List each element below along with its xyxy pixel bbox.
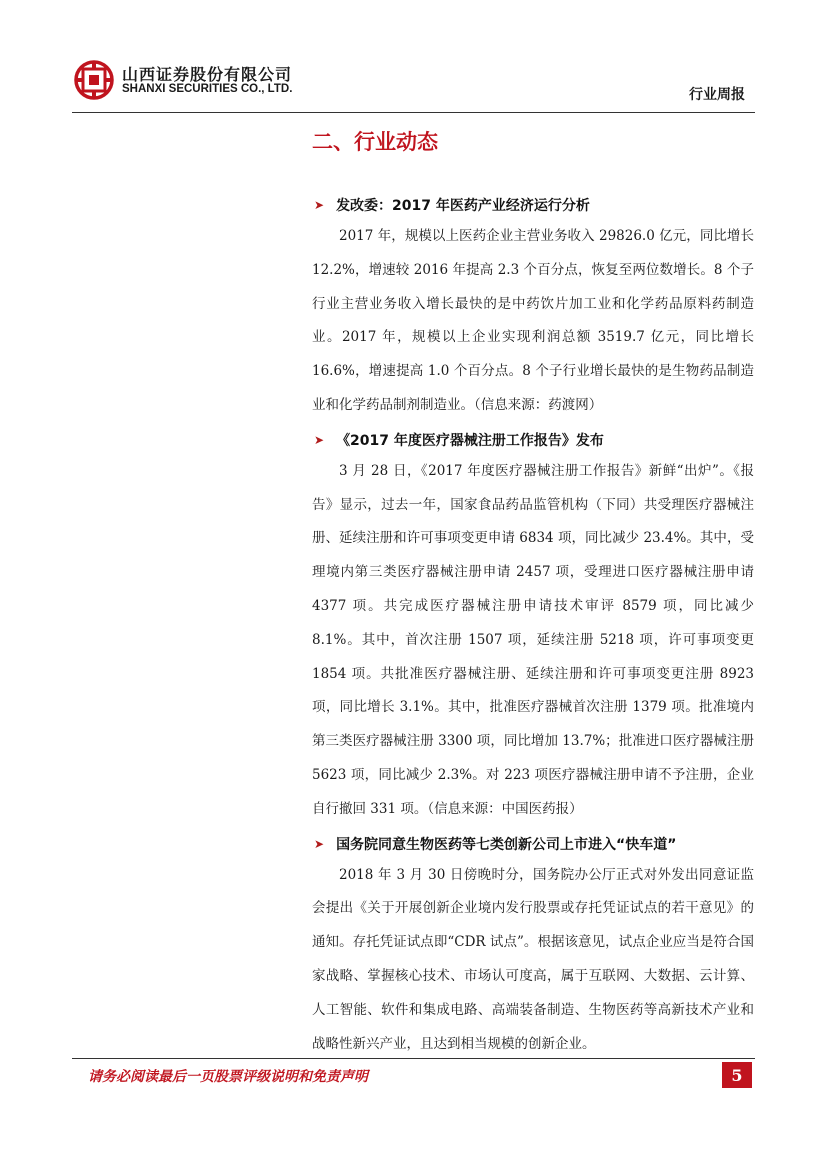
arrow-bullet-icon: ➤ bbox=[314, 432, 325, 447]
news-heading bbox=[312, 425, 754, 455]
news-heading bbox=[312, 190, 754, 220]
news-heading-text: 《2017 年度医疗器械注册工作报告》发布 bbox=[336, 432, 604, 449]
arrow-bullet-icon: ➤ bbox=[314, 198, 325, 212]
company-name-en: SHANXI SECURITIES CO., LTD. bbox=[122, 83, 293, 95]
news-body: 2017 年，规模以上医药企业主营业务收入 29826.0 亿元，同比增长 12.2%，增速较 2016 年提高 2.3 个百分点，恢复至两位数增长。8 个子行业主营业务收入增长最快的是中药饮片加工业和化学药品原料药制造业。2017 年，规模以上企业实现利润总额 3519.7 亿元，同比增长 16.6%，增速提高 1.0 个百分点。8 个子行业增长最快的是生物药品制造业和化学药品制剂制造业。（信息来源：药渡网） bbox=[312, 228, 754, 413]
news-body: 2018 年 3 月 30 日傍晚时分，国务院办公厅正式对外发出同意证监会提出《关于开展创新企业境内发行股票或存托凭证试点的若干意见》的通知。存托凭证试点即“CDR 试点”。根据该意见，试点企业应当是符合国家战略、掌握核心技术、市场认可度高，属于互联网、大数据、云计算、人工智能、软件和集成电路、高端装备制造、生物医药等高新技术产业和战略性新兴产业，且达到相当规模的创新企业。 bbox=[312, 866, 754, 1052]
section-title: 二、行业动态 bbox=[312, 130, 438, 154]
page-number: 5 bbox=[722, 1062, 752, 1088]
company-name-cn: 山西证券股份有限公司 bbox=[122, 65, 293, 84]
footer-divider bbox=[72, 1058, 755, 1059]
news-heading bbox=[312, 829, 754, 859]
shanxi-securities-logo-icon bbox=[74, 60, 114, 100]
news-heading-text: 发改委：2017 年医药产业经济运行分析 bbox=[336, 198, 590, 214]
news-content bbox=[312, 190, 754, 1061]
news-heading-text: 国务院同意生物医药等七类创新公司上市进入“快车道” bbox=[336, 836, 677, 853]
report-type-label: 行业周报 bbox=[689, 87, 745, 103]
news-body: 3 月 28 日，《2017 年度医疗器械注册工作报告》新鲜“出炉”。《报告》显示，过去一年，国家食品药品监管机构（下同）共受理医疗器械注册、延续注册和许可事项变更申请 6834 项，同比减少 23.4%。其中，受理境内第三类医疗器械注册申请 2457 项，受理进口医疗器械注册申请 4377 项。共完成医疗器械注册申请技术审评 8579 项，同比减少 8.1%。其中，首次注册 1507 项，延续注册 5218 项，许可事项变更 1854 项。共批准医疗器械注册、延续注册和许可事项变更注册 8923 项，同比增长 3.1%。其中，批准医疗器械首次注册 1379 项。批准境内第三类医疗器械注册 3300 项，同比增加 13.7%；批准进口医疗器械注册 5623 项，同比减少 2.3%。对 223 项医疗器械注册申请不予注册，企业自行撤回 331 项。（信息来源：中国医药报） bbox=[312, 462, 754, 817]
disclaimer-text: 请务必阅读最后一页股票评级说明和免责声明 bbox=[88, 1069, 368, 1085]
arrow-bullet-icon: ➤ bbox=[314, 836, 325, 851]
header-divider bbox=[72, 112, 755, 113]
